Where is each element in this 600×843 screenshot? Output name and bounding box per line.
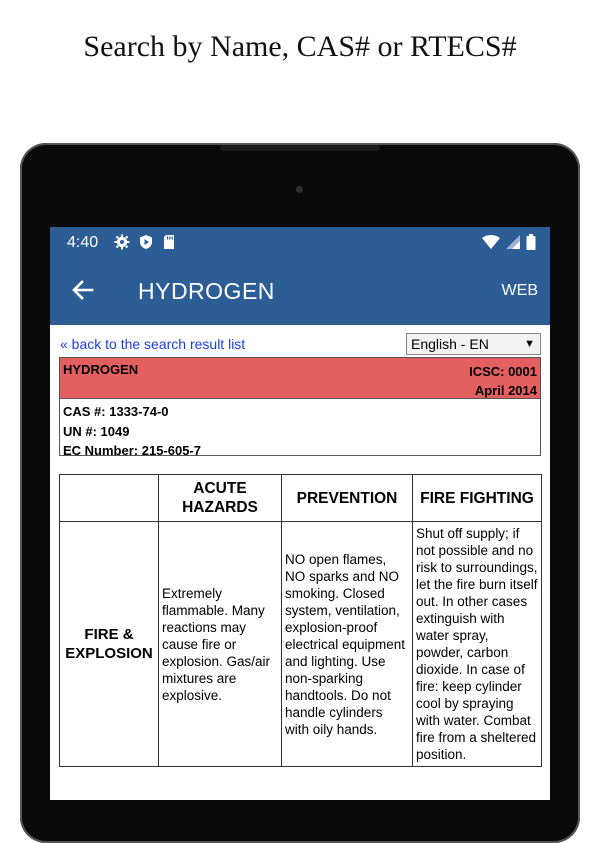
web-button[interactable]: WEB bbox=[501, 282, 538, 299]
promo-headline: Search by Name, CAS# or RTECS# bbox=[83, 30, 517, 63]
back-to-results-link[interactable]: « back to the search result list bbox=[60, 336, 246, 352]
status-time: 4:40 bbox=[67, 234, 99, 251]
dropdown-arrow-icon: ▼ bbox=[524, 338, 535, 350]
page-title: HYDROGEN bbox=[138, 278, 275, 304]
substance-header bbox=[59, 357, 541, 399]
sd-card-icon bbox=[162, 234, 176, 250]
app-bar bbox=[50, 257, 550, 325]
language-select-value: English - EN bbox=[411, 336, 489, 352]
header-acute-hazards: ACUTE HAZARDS bbox=[159, 475, 282, 522]
icsc-date: April 2014 bbox=[474, 383, 537, 398]
prevention-cell: NO open flames, NO sparks and NO smoking. Closed system, ventilation, explosion-proof electrical equipment and lighting. Use non-sparking handtools. Do not handle cylinders with oily hands. bbox=[282, 522, 413, 767]
header-empty bbox=[60, 475, 159, 522]
play-shield-icon bbox=[138, 234, 154, 250]
ec-number: EC Number: 215-605-7 bbox=[63, 443, 201, 458]
table-row bbox=[60, 522, 542, 767]
cas-number: CAS #: 1333-74-0 bbox=[63, 404, 169, 419]
tablet-top-edge bbox=[220, 145, 380, 151]
battery-icon bbox=[526, 234, 536, 250]
header-fire-fighting: FIRE FIGHTING bbox=[413, 475, 542, 522]
header-prevention: PREVENTION bbox=[282, 475, 413, 522]
acute-hazards-cell: Extremely flammable. Many reactions may cause fire or explosion. Gas/air mixtures are explosive. bbox=[159, 522, 282, 767]
wifi-icon bbox=[482, 235, 500, 249]
app-screen bbox=[50, 227, 550, 800]
gear-icon bbox=[114, 234, 130, 250]
content-area bbox=[50, 325, 550, 767]
camera-icon bbox=[296, 186, 303, 193]
hazard-table bbox=[59, 474, 542, 767]
signal-icon bbox=[506, 235, 520, 249]
un-number: UN #: 1049 bbox=[63, 423, 130, 439]
status-bar bbox=[50, 227, 550, 257]
language-select[interactable] bbox=[406, 333, 541, 355]
fire-fighting-cell: Shut off supply; if not possible and no risk to surroundings, let the fire burn itself out. In other cases extinguish with water spray, powder, carbon dioxide. In case of fire: keep cylinder cool by spraying with water. Combat fire from a sheltered position. bbox=[413, 522, 542, 767]
row-label: FIRE & EXPLOSION bbox=[60, 522, 159, 767]
back-arrow-icon[interactable] bbox=[70, 277, 96, 303]
substance-identifiers bbox=[59, 399, 541, 456]
icsc-number: ICSC: 0001 bbox=[469, 364, 537, 379]
substance-name: HYDROGEN bbox=[63, 362, 139, 377]
